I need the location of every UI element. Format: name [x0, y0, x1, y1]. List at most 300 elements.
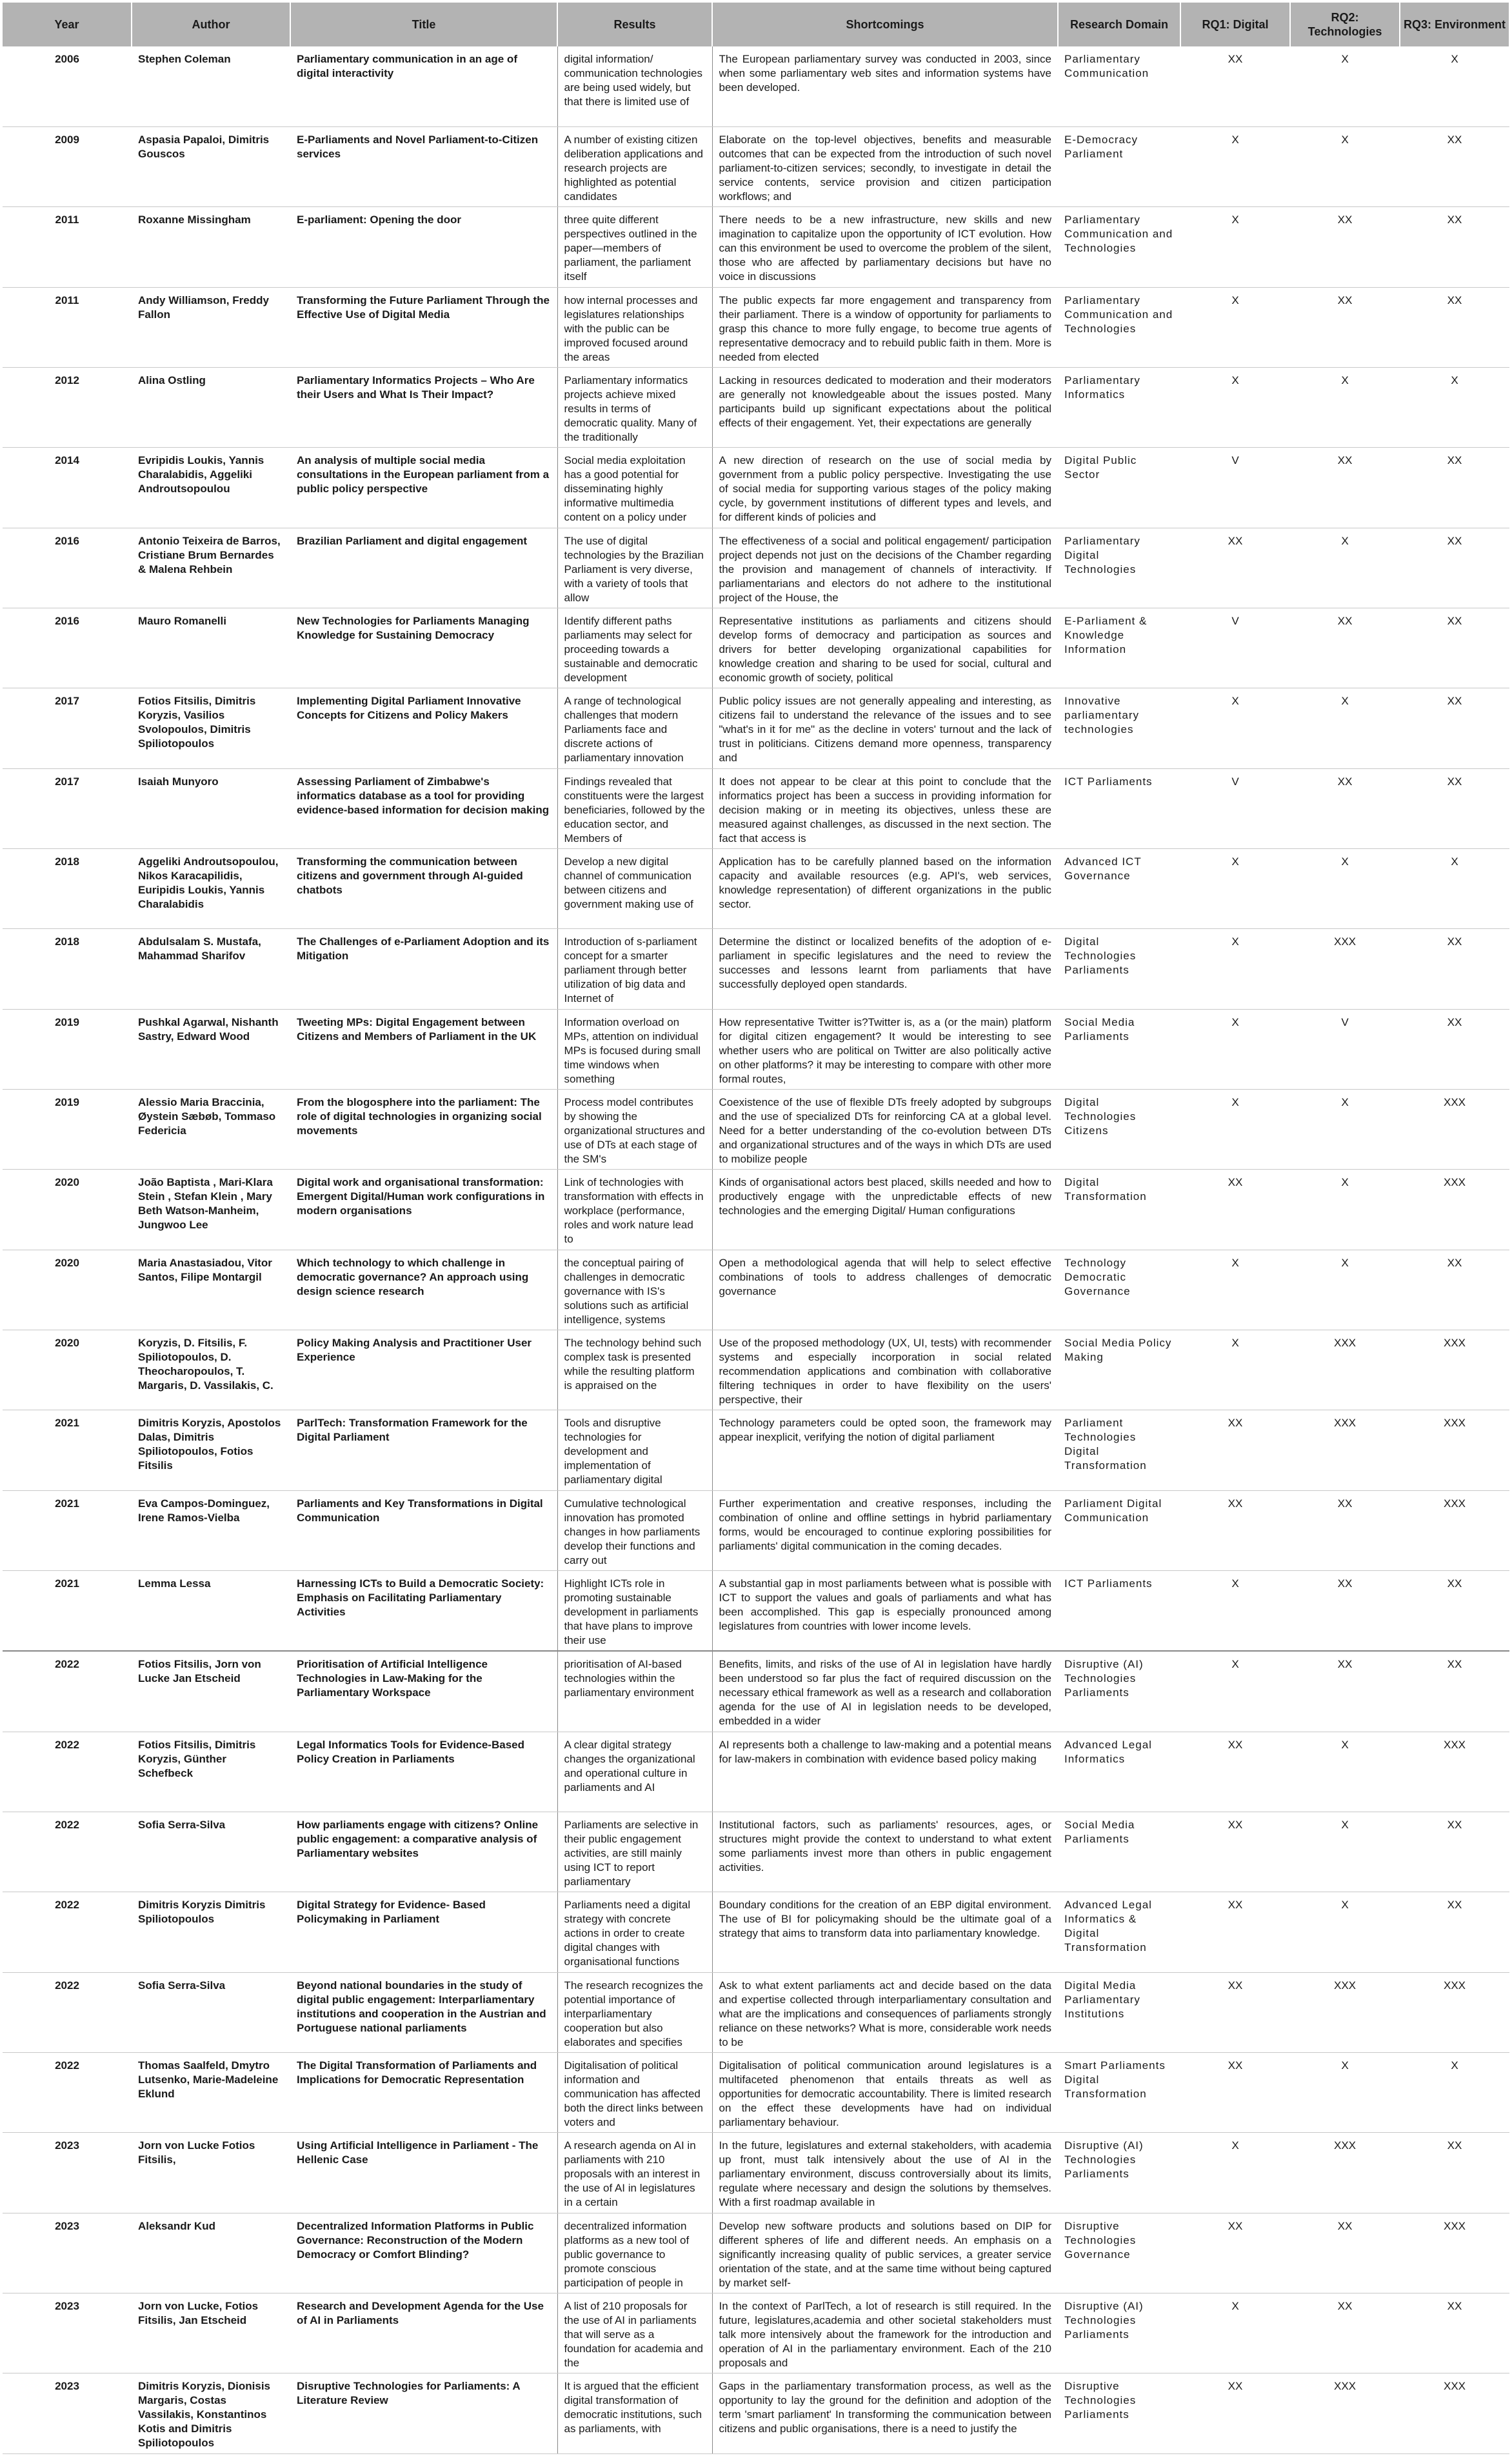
research-domain-cell-text: E-Parliament & Knowledge Information — [1064, 614, 1148, 655]
rq3-cell-text: XX — [1447, 695, 1462, 708]
author-cell — [132, 207, 290, 287]
author-cell — [132, 2133, 290, 2213]
year-cell-text: 2022 — [55, 1979, 79, 1992]
research-domain-cell-text: Parliamentary Digital Technologies — [1064, 534, 1140, 575]
rq2-cell-text: XX — [1337, 775, 1353, 788]
shortcomings-cell — [712, 1250, 1058, 1330]
rq1-cell — [1180, 1410, 1290, 1490]
year-cell-text: 2023 — [55, 2300, 79, 2313]
rq1-cell-text: X — [1231, 935, 1239, 948]
year-cell-text: 2020 — [55, 1337, 79, 1349]
results-cell-text: Process model contributes by showing the organizational structures and use of DTs at each stage of the SM's — [564, 1095, 705, 1165]
rq2-cell-text: XXX — [1333, 1417, 1357, 1430]
author-cell-text: Jorn von Lucke, Fotios Fitsilis, Jan Etscheid — [138, 2300, 259, 2327]
rq1-cell-text: X — [1231, 2139, 1239, 2152]
shortcomings-cell — [712, 768, 1058, 848]
author-cell — [132, 2213, 290, 2293]
rq2-cell — [1290, 1250, 1400, 1330]
research-domain-cell — [1058, 1490, 1180, 1570]
title-cell-text: Transforming the communication between citizens and government through AI-guided chatbots — [297, 855, 523, 896]
rq1-cell — [1180, 608, 1290, 688]
title-cell — [290, 1651, 557, 1732]
rq2-cell — [1290, 768, 1400, 848]
rq2-cell-text: XX — [1337, 2219, 1353, 2232]
research-domain-cell-text: Disruptive (AI) Technologies Parliaments — [1064, 2139, 1144, 2181]
results-cell — [557, 1490, 712, 1570]
research-domain-cell — [1058, 448, 1180, 528]
author-cell — [132, 2053, 290, 2133]
results-cell — [557, 1170, 712, 1250]
results-cell-text: prioritisation of AI-based technologies within the parliamentary environment — [564, 1658, 694, 1699]
year-cell — [3, 1410, 132, 1490]
year-cell — [3, 1330, 132, 1410]
year-cell — [3, 367, 132, 447]
rq2-cell — [1290, 1009, 1400, 1089]
rq3-cell — [1400, 207, 1509, 287]
table-row — [3, 2293, 1509, 2373]
rq1-cell-text: X — [1231, 1658, 1239, 1671]
rq2-cell — [1290, 1410, 1400, 1490]
results-cell-text: The research recognizes the potential importance of interparliamentary cooperation but also elaborates and specifies — [564, 1979, 703, 2048]
title-cell-text: E-parliament: Opening the door — [297, 214, 462, 226]
rq1-cell-text: XX — [1228, 1819, 1243, 1832]
rq1-cell-text: V — [1231, 454, 1239, 467]
year-cell-text: 2019 — [55, 1015, 79, 1028]
rq2-cell — [1290, 367, 1400, 447]
table-row — [3, 2373, 1509, 2454]
results-cell-text: Link of technologies with transformation with effects in workplace (performance, roles and work nature lead to — [564, 1176, 704, 1246]
results-cell — [557, 2213, 712, 2293]
author-cell — [132, 1410, 290, 1490]
column-header-results: Results — [557, 3, 712, 46]
table-row — [3, 1250, 1509, 1330]
rq1-cell — [1180, 528, 1290, 608]
rq3-cell — [1400, 1330, 1509, 1410]
rq1-cell — [1180, 367, 1290, 447]
author-cell-text: Sofia Serra-Silva — [138, 1819, 226, 1832]
research-domain-cell-text: Social Media Parliaments — [1064, 1819, 1135, 1846]
research-domain-cell — [1058, 46, 1180, 126]
results-cell-text: Introduction of s-parliament concept for a smarter parliament through better utilization of big data and Internet of — [564, 935, 697, 1005]
rq3-cell-text: XX — [1447, 1899, 1462, 1912]
shortcomings-cell-text: Determine the distinct or localized benefits of the adoption of e-parliament in specific legislatures and the need to review the successes and lessons learnt from parliaments that have successfully deployed open standards. — [719, 935, 1051, 991]
year-cell-text: 2022 — [55, 1738, 79, 1751]
author-cell — [132, 367, 290, 447]
year-cell-text: 2011 — [55, 294, 79, 306]
research-domain-cell — [1058, 1651, 1180, 1732]
research-domain-cell-text: Parliamentary Informatics — [1064, 374, 1140, 401]
year-cell — [3, 287, 132, 367]
rq1-cell — [1180, 1892, 1290, 1972]
rq1-cell — [1180, 1812, 1290, 1892]
shortcomings-cell-text: Develop new software products and solutions based on DIP for different spheres of life and different needs. An emphasis on a significantly increasing quality of public services, a greater service orientation of the state, and at the same time without being captured by market self- — [719, 2219, 1051, 2289]
table-row — [3, 207, 1509, 287]
shortcomings-cell-text: Representative institutions as parliaments and citizens should develop forms of democracy and participation as sources and drivers for better developing organizational capabilities for knowledge creation and sharing to be used for social, cultural and economic growth of society, political — [719, 614, 1051, 684]
title-cell — [290, 688, 557, 768]
results-cell — [557, 126, 712, 206]
rq1-cell-text: XX — [1228, 1899, 1243, 1912]
year-cell — [3, 1089, 132, 1169]
rq3-cell-text: XX — [1447, 2139, 1462, 2152]
research-domain-cell-text: Advanced Legal Informatics & Digital Transformation — [1064, 1899, 1152, 1954]
column-header-rq2-technologies: RQ2: Technologies — [1290, 3, 1400, 46]
title-cell — [290, 1812, 557, 1892]
rq1-cell-text: XX — [1228, 1176, 1243, 1189]
results-cell-text: A range of technological challenges that modern Parliaments face and discrete actions of parliamentary innovation — [564, 695, 684, 764]
rq3-cell-text: XXX — [1443, 1497, 1466, 1510]
title-cell — [290, 46, 557, 126]
shortcomings-cell — [712, 929, 1058, 1009]
research-domain-cell-text: Parliament Technologies Digital Transformation — [1064, 1417, 1147, 1472]
author-cell — [132, 46, 290, 126]
table-row — [3, 1812, 1509, 1892]
author-cell-text: Isaiah Munyoro — [138, 775, 219, 788]
research-domain-cell — [1058, 848, 1180, 928]
year-cell — [3, 1490, 132, 1570]
year-cell-text: 2023 — [55, 2219, 79, 2232]
research-domain-cell — [1058, 287, 1180, 367]
rq3-cell-text: XX — [1447, 133, 1462, 146]
shortcomings-cell — [712, 1330, 1058, 1410]
rq1-cell-text: X — [1231, 294, 1239, 306]
year-cell — [3, 528, 132, 608]
rq3-cell-text: X — [1451, 374, 1458, 386]
author-cell-text: Thomas Saalfeld, Dmytro Lutsenko, Marie-Madeleine Eklund — [138, 2059, 279, 2101]
author-cell-text: Mauro Romanelli — [138, 614, 226, 627]
rq1-cell-text: XX — [1228, 2380, 1243, 2393]
rq2-cell-text: XX — [1337, 2300, 1353, 2313]
shortcomings-cell-text: The public expects far more engagement and transparency from their parliament. There is a window of opportunity for parliaments to grasp this chance to more fully engage, to become true agents of representative democracy and to rebuild public faith in them. More is needed from elected — [719, 294, 1051, 363]
rq2-cell — [1290, 1089, 1400, 1169]
table-row — [3, 1651, 1509, 1732]
shortcomings-cell — [712, 1972, 1058, 2052]
rq1-cell — [1180, 2293, 1290, 2373]
results-cell — [557, 1651, 712, 1732]
title-cell — [290, 126, 557, 206]
year-cell-text: 2016 — [55, 534, 79, 547]
title-cell — [290, 1250, 557, 1330]
author-cell — [132, 1892, 290, 1972]
rq2-cell-text: X — [1341, 1176, 1349, 1189]
results-cell — [557, 1812, 712, 1892]
table-row — [3, 2053, 1509, 2133]
year-cell — [3, 126, 132, 206]
author-cell — [132, 1732, 290, 1812]
author-cell — [132, 1972, 290, 2052]
results-cell — [557, 608, 712, 688]
title-cell — [290, 528, 557, 608]
rq1-cell-text: XX — [1228, 534, 1243, 547]
shortcomings-cell — [712, 207, 1058, 287]
rq1-cell-text: X — [1231, 855, 1239, 868]
rq3-cell — [1400, 1571, 1509, 1652]
rq1-cell-text: XX — [1228, 1738, 1243, 1751]
results-cell — [557, 287, 712, 367]
research-domain-cell-text: Digital Technologies Parliaments — [1064, 935, 1137, 977]
research-domain-cell-text: Parliament Digital Communication — [1064, 1497, 1162, 1524]
table-body — [3, 46, 1509, 2454]
table-row — [3, 1892, 1509, 1972]
results-cell — [557, 2053, 712, 2133]
research-domain-cell-text: ICT Parliaments — [1064, 1577, 1153, 1590]
rq1-cell — [1180, 1089, 1290, 1169]
author-cell-text: Roxanne Missingham — [138, 214, 251, 226]
results-cell — [557, 1571, 712, 1652]
author-cell — [132, 1651, 290, 1732]
research-domain-cell-text: Parliamentary Communication and Technologies — [1064, 214, 1173, 255]
research-domain-cell — [1058, 2293, 1180, 2373]
research-domain-cell — [1058, 1571, 1180, 1652]
results-cell — [557, 1250, 712, 1330]
title-cell-text: An analysis of multiple social media consultations in the European parliament from a public policy perspective — [297, 454, 550, 495]
author-cell-text: Fotios Fitsilis, Dimitris Koryzis, Vasilios Svolopoulos, Dimitris Spiliotopoulos — [138, 695, 256, 750]
year-cell — [3, 2373, 132, 2454]
title-cell — [290, 1490, 557, 1570]
rq2-cell — [1290, 2213, 1400, 2293]
rq2-cell — [1290, 848, 1400, 928]
title-cell — [290, 1972, 557, 2052]
results-cell-text: A clear digital strategy changes the organizational and operational culture in parliaments and AI — [564, 1738, 695, 1794]
year-cell-text: 2011 — [55, 214, 79, 226]
shortcomings-cell — [712, 46, 1058, 126]
author-cell-text: Antonio Teixeira de Barros, Cristiane Brum Bernardes & Malena Rehbein — [138, 534, 281, 575]
author-cell-text: Lemma Lessa — [138, 1577, 211, 1590]
year-cell — [3, 1972, 132, 2052]
title-cell-text: Prioritisation of Artificial Intelligence Technologies in Law-Making for the Parliamentary Workspace — [297, 1658, 488, 1699]
table-row — [3, 1972, 1509, 2052]
title-cell-text: Parliamentary Informatics Projects – Who Are their Users and What Is Their Impact? — [297, 374, 535, 401]
year-cell-text: 2021 — [55, 1417, 79, 1430]
results-cell — [557, 688, 712, 768]
rq3-cell — [1400, 2133, 1509, 2213]
year-cell-text: 2019 — [55, 1095, 79, 1108]
title-cell — [290, 1089, 557, 1169]
rq2-cell — [1290, 608, 1400, 688]
author-cell-text: Jorn von Lucke Fotios Fitsilis, — [138, 2139, 255, 2166]
author-cell-text: Alina Ostling — [138, 374, 206, 386]
author-cell — [132, 126, 290, 206]
author-cell — [132, 1330, 290, 1410]
author-cell-text: Fotios Fitsilis, Jorn von Lucke Jan Etscheid — [138, 1658, 261, 1685]
research-domain-cell — [1058, 1892, 1180, 1972]
results-cell — [557, 2293, 712, 2373]
results-cell-text: decentralized information platforms as a new tool of public governance to promote conscious participation of people in — [564, 2219, 690, 2289]
year-cell-text: 2020 — [55, 1176, 79, 1189]
rq2-cell-text: XX — [1337, 294, 1353, 306]
rq1-cell — [1180, 1571, 1290, 1652]
rq2-cell — [1290, 1972, 1400, 2052]
title-cell-text: The Digital Transformation of Parliaments and Implications for Democratic Representation — [297, 2059, 537, 2086]
research-domain-cell — [1058, 2133, 1180, 2213]
shortcomings-cell-text: The European parliamentary survey was conducted in 2003, since when some parliamentary web sites and information systems have been developed. — [719, 53, 1051, 94]
shortcomings-cell — [712, 287, 1058, 367]
rq3-cell — [1400, 1009, 1509, 1089]
shortcomings-cell — [712, 2213, 1058, 2293]
results-cell — [557, 1732, 712, 1812]
shortcomings-cell — [712, 2373, 1058, 2454]
title-cell — [290, 1732, 557, 1812]
rq3-cell-text: XX — [1447, 1015, 1462, 1028]
results-cell-text: digital information/ communication technologies are being used widely, but that there is limited use of — [564, 53, 703, 108]
shortcomings-cell-text: Lacking in resources dedicated to moderation and their moderators are generally not knowledgeable about the issues posted. Many participants build up significant expectations about the political effects of their engagement. Yet, their expectations are generally — [719, 374, 1051, 429]
author-cell-text: João Baptista , Mari-Klara Stein , Stefan Klein , Mary Beth Watson-Manheim, Jungwoo Lee — [138, 1176, 273, 1232]
rq1-cell-text: X — [1231, 374, 1239, 386]
shortcomings-cell — [712, 1812, 1058, 1892]
research-domain-cell-text: Smart Parliaments Digital Transformation — [1064, 2059, 1166, 2101]
title-cell — [290, 207, 557, 287]
table-row — [3, 1089, 1509, 1169]
rq1-cell — [1180, 1972, 1290, 2052]
table-row — [3, 1490, 1509, 1570]
rq3-cell — [1400, 1250, 1509, 1330]
rq3-cell-text: XX — [1447, 1577, 1462, 1590]
title-cell-text: From the blogosphere into the parliament: The role of digital technologies in organizing social movements — [297, 1095, 542, 1137]
rq2-cell — [1290, 448, 1400, 528]
title-cell — [290, 2293, 557, 2373]
rq3-cell-text: XX — [1447, 935, 1462, 948]
year-cell — [3, 46, 132, 126]
research-domain-cell-text: Digital Public Sector — [1064, 454, 1137, 481]
results-cell-text: Social media exploitation has a good potential for disseminating highly informative multimedia content on a policy under — [564, 454, 687, 524]
column-header-rq1-digital: RQ1: Digital — [1180, 3, 1290, 46]
rq2-cell-text: XX — [1337, 214, 1353, 226]
rq2-cell — [1290, 688, 1400, 768]
rq1-cell-text: V — [1231, 775, 1239, 788]
rq3-cell — [1400, 2293, 1509, 2373]
results-cell-text: A list of 210 proposals for the use of AI in parliaments that will serve as a foundation for academia and the — [564, 2300, 703, 2370]
rq1-cell — [1180, 287, 1290, 367]
title-cell-text: Which technology to which challenge in democratic governance? An approach using design science research — [297, 1256, 529, 1297]
shortcomings-cell-text: Digitalisation of political communication around legislatures is a multifaceted phenomenon that entails threats as well as opportunities for democratic accountability. There is limited research on the effect these developments have had on individual parliamentary behaviour. — [719, 2059, 1051, 2129]
rq3-cell — [1400, 1170, 1509, 1250]
shortcomings-cell — [712, 1170, 1058, 1250]
shortcomings-cell — [712, 848, 1058, 928]
results-cell — [557, 367, 712, 447]
year-cell — [3, 1812, 132, 1892]
shortcomings-cell — [712, 2293, 1058, 2373]
table-row — [3, 2213, 1509, 2293]
title-cell-text: Implementing Digital Parliament Innovative Concepts for Citizens and Policy Makers — [297, 695, 521, 722]
research-domain-cell — [1058, 1330, 1180, 1410]
title-cell-text: Beyond national boundaries in the study of digital public engagement: Interparliamentary institutions and cooperation in the Austrian and Portuguese national parliaments — [297, 1979, 546, 2034]
shortcomings-cell-text: Public policy issues are not generally appealing and interesting, as citizens fail to understand the relevance of the issues and to see "what's in it for me" as the decline in voters' turnout and the lack of trust in politicians. Citizens demand more openness, transparency and — [719, 695, 1051, 764]
shortcomings-cell-text: Open a methodological agenda that will help to select effective combinations of tools to address challenges of democratic governance — [719, 1256, 1051, 1297]
rq3-cell-text: XXX — [1443, 2380, 1466, 2393]
rq2-cell — [1290, 46, 1400, 126]
shortcomings-cell-text: Benefits, limits, and risks of the use of AI in legislation have hardly been understood so far plus the fact of required discussion on the necessary ethical framework as well as a research and collaboration agenda for the use of AI in legislation needs to be developed, embedded in a wider — [719, 1658, 1051, 1728]
rq2-cell-text: X — [1341, 1819, 1349, 1832]
title-cell-text: E-Parliaments and Novel Parliament-to-Citizen services — [297, 133, 539, 160]
author-cell-text: Alessio Maria Braccinia, Øystein Sæbøb, Tommaso Federicia — [138, 1095, 276, 1137]
shortcomings-cell-text: A substantial gap in most parliaments between what is possible with ICT to support the values and goals of parliaments and what has been accomplished. This gap is especially pronounced among legislatures from countries with lower income levels. — [719, 1577, 1051, 1633]
results-cell — [557, 448, 712, 528]
results-cell-text: The use of digital technologies by the Brazilian Parliament is very diverse, with a variety of tools that allow — [564, 534, 704, 604]
rq3-cell-text: XX — [1447, 2300, 1462, 2313]
rq1-cell-text: X — [1231, 1256, 1239, 1269]
research-domain-cell — [1058, 608, 1180, 688]
title-cell-text: Research and Development Agenda for the Use of AI in Parliaments — [297, 2300, 544, 2327]
rq1-cell — [1180, 2053, 1290, 2133]
author-cell — [132, 1812, 290, 1892]
rq2-cell-text: X — [1341, 534, 1349, 547]
rq2-cell — [1290, 287, 1400, 367]
research-domain-cell — [1058, 1009, 1180, 1089]
rq3-cell-text: X — [1451, 2059, 1458, 2072]
title-cell — [290, 1330, 557, 1410]
research-domain-cell-text: Disruptive (AI) Technologies Parliaments — [1064, 1658, 1144, 1699]
year-cell-text: 2017 — [55, 695, 79, 708]
shortcomings-cell-text: A new direction of research on the use of social media by government from a public policy perspective. Investigating the use of social media for supporting various stages of the policy making cycle, by government institutions of different types and levels, and for different kinds of policies and — [719, 454, 1051, 524]
rq1-cell — [1180, 207, 1290, 287]
results-cell — [557, 1892, 712, 1972]
column-header-title: Title — [290, 3, 557, 46]
results-cell-text: Parliaments are selective in their public engagement activities, are still mainly using ICT to report parliamentary — [564, 1819, 699, 1888]
rq1-cell — [1180, 1651, 1290, 1732]
table-row — [3, 126, 1509, 206]
rq2-cell-text: XX — [1337, 614, 1353, 627]
title-cell-text: How parliaments engage with citizens? Online public engagement: a comparative analysis of Parliamentary websites — [297, 1819, 539, 1860]
rq2-cell — [1290, 2373, 1400, 2454]
shortcomings-cell — [712, 1490, 1058, 1570]
rq2-cell-text: X — [1341, 2059, 1349, 2072]
table-row — [3, 1410, 1509, 1490]
year-cell-text: 2022 — [55, 1658, 79, 1671]
rq3-cell — [1400, 287, 1509, 367]
rq3-cell — [1400, 2053, 1509, 2133]
rq3-cell — [1400, 126, 1509, 206]
title-cell — [290, 367, 557, 447]
column-header-year: Year — [3, 3, 132, 46]
research-domain-cell-text: Digital Transformation — [1064, 1176, 1147, 1203]
rq3-cell-text: XX — [1447, 454, 1462, 467]
year-cell — [3, 1009, 132, 1089]
year-cell — [3, 1571, 132, 1652]
rq2-cell-text: X — [1341, 1256, 1349, 1269]
author-cell — [132, 848, 290, 928]
rq1-cell — [1180, 848, 1290, 928]
rq3-cell-text: XXX — [1443, 1337, 1466, 1349]
research-domain-cell-text: E-Democracy Parliament — [1064, 133, 1138, 160]
results-cell-text: how internal processes and legislatures relationships with the public can be improved focused around the areas — [564, 294, 698, 363]
author-cell-text: Pushkal Agarwal, Nishanth Sastry, Edward Wood — [138, 1015, 279, 1043]
rq1-cell-text: X — [1231, 1095, 1239, 1108]
shortcomings-cell-text: Further experimentation and creative responses, including the combination of online and offline settings in hybrid parliamentary forms, would be encouraged to continue exploring possibilities for parliaments' digital communication in the coming decades. — [719, 1497, 1051, 1552]
author-cell — [132, 1089, 290, 1169]
rq2-cell-text: XXX — [1333, 1979, 1357, 1992]
rq2-cell-text: XXX — [1333, 2139, 1357, 2152]
rq3-cell — [1400, 1089, 1509, 1169]
results-cell — [557, 768, 712, 848]
year-cell — [3, 2133, 132, 2213]
rq1-cell — [1180, 1732, 1290, 1812]
author-cell-text: Stephen Coleman — [138, 53, 231, 65]
results-cell-text: The technology behind such complex task is presented while the resulting platform is appraised on the — [564, 1337, 702, 1392]
rq3-cell-text: X — [1451, 53, 1458, 65]
research-domain-cell — [1058, 1170, 1180, 1250]
table-row — [3, 768, 1509, 848]
column-header-author: Author — [132, 3, 290, 46]
title-cell-text: Transforming the Future Parliament Through the Effective Use of Digital Media — [297, 294, 550, 321]
rq2-cell — [1290, 1812, 1400, 1892]
author-cell-text: Aleksandr Kud — [138, 2219, 215, 2232]
table-row — [3, 528, 1509, 608]
year-cell — [3, 608, 132, 688]
title-cell — [290, 2053, 557, 2133]
shortcomings-cell-text: Institutional factors, such as parliaments' resources, ages, or structures might provide the context to understand to what extent some parliaments invest more than others in public engagement activities. — [719, 1819, 1051, 1874]
table-row — [3, 1571, 1509, 1652]
table-row — [3, 848, 1509, 928]
rq2-cell-text: XX — [1337, 1577, 1353, 1590]
